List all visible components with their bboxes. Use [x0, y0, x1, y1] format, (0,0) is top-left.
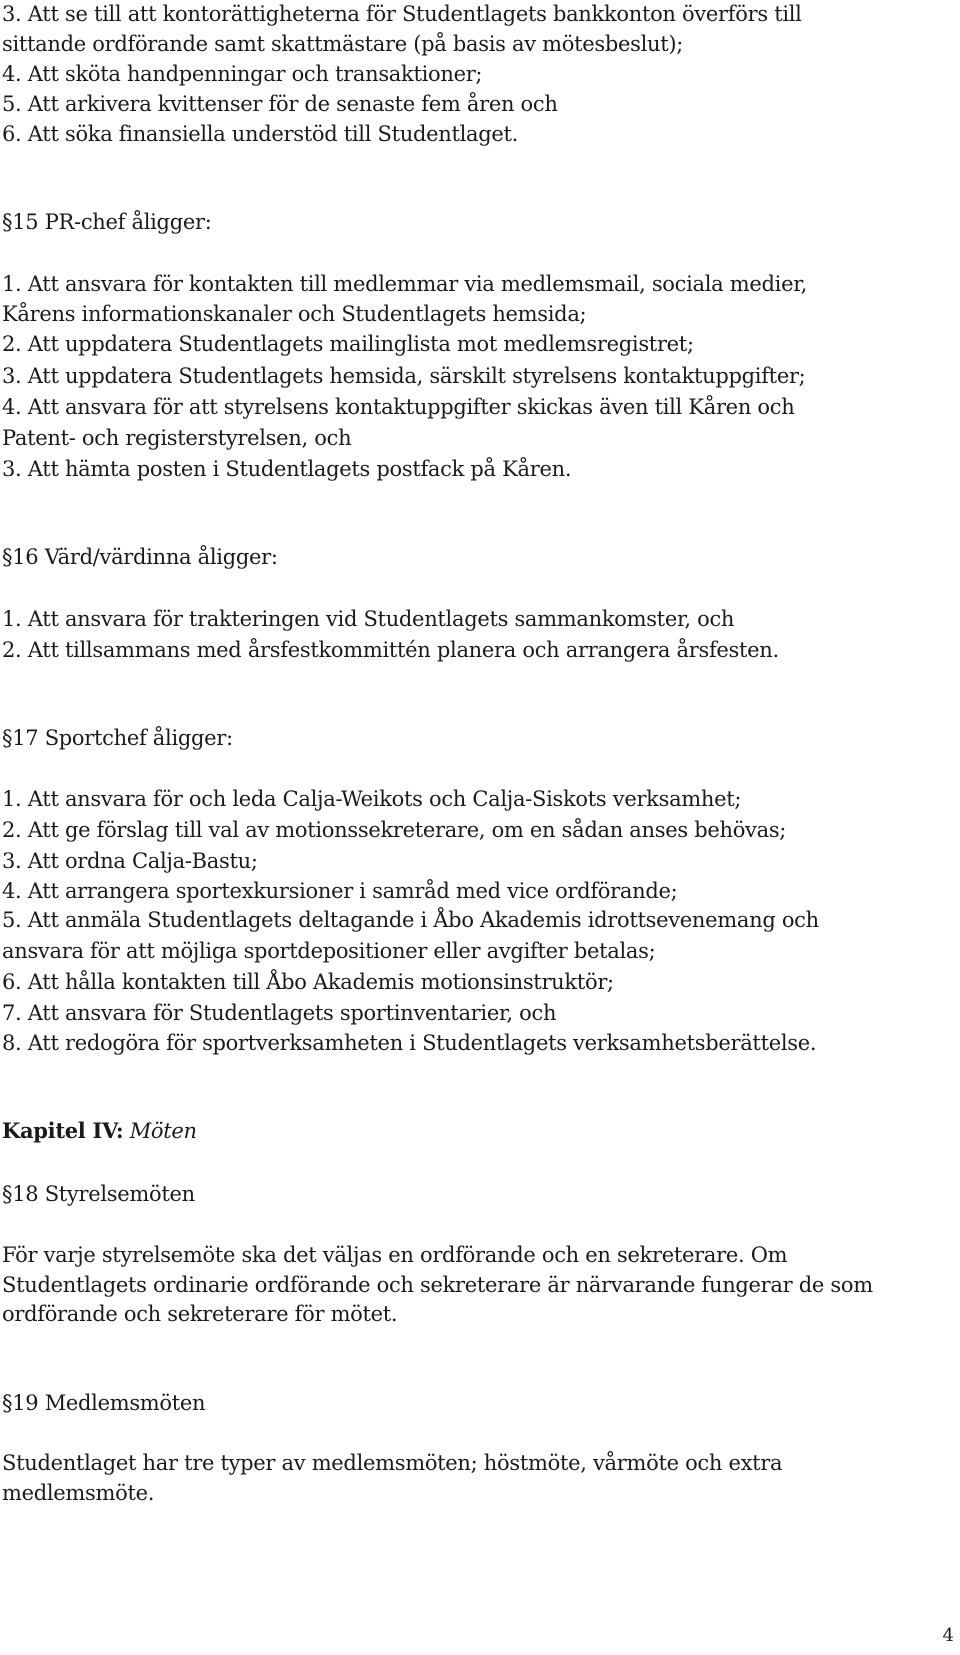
pr-duty-1-cont: Kårens informationskanaler och Studentlagets hemsida;: [2, 302, 587, 326]
section-17-heading: §17 Sportchef åligger:: [2, 726, 233, 750]
treasurer-duty-3: 3. Att se till att kontorättigheterna för Studentlagets bankkonton överförs till: [2, 2, 802, 26]
section-18-heading: §18 Styrelsemöten: [2, 1182, 195, 1206]
treasurer-duty-3-cont: sittande ordförande samt skattmästare (på basis av mötesbeslut);: [2, 32, 684, 56]
treasurer-duty-6: 6. Att söka finansiella understöd till Studentlaget.: [2, 122, 519, 146]
chapter-title: Möten: [129, 1119, 197, 1143]
section-19-text-2: medlemsmöte.: [2, 1481, 155, 1505]
sport-duty-4: 4. Att arrangera sportexkursioner i samråd med vice ordförande;: [2, 879, 678, 903]
pr-duty-2: 2. Att uppdatera Studentlagets mailinglista mot medlemsregistret;: [2, 332, 694, 356]
sport-duty-5-cont: ansvara för att möjliga sportdepositioner eller avgifter betalas;: [2, 939, 656, 963]
section-15-heading: §15 PR-chef åligger:: [2, 210, 212, 234]
pr-duty-1: 1. Att ansvara för kontakten till medlemmar via medlemsmail, sociala medier,: [2, 272, 807, 296]
sport-duty-6: 6. Att hålla kontakten till Åbo Akademis motionsinstruktör;: [2, 970, 614, 994]
section-19-text-1: Studentlaget har tre typer av medlemsmöten; höstmöte, vårmöte och extra: [2, 1451, 783, 1475]
page-number: 4: [942, 1625, 954, 1646]
sport-duty-5: 5. Att anmäla Studentlagets deltagande i Åbo Akademis idrottsevenemang och: [2, 908, 819, 932]
host-duty-1: 1. Att ansvara för trakteringen vid Studentlagets sammankomster, och: [2, 607, 735, 631]
section-18-text-1: För varje styrelsemöte ska det väljas en ordförande och en sekreterare. Om: [2, 1243, 788, 1267]
sport-duty-3: 3. Att ordna Calja-Bastu;: [2, 849, 258, 873]
pr-duty-3: 3. Att uppdatera Studentlagets hemsida, särskilt styrelsens kontaktuppgifter;: [2, 364, 806, 388]
sport-duty-1: 1. Att ansvara för och leda Calja-Weikots och Calja-Siskots verksamhet;: [2, 787, 742, 811]
chapter-label: Kapitel IV:: [2, 1118, 124, 1143]
host-duty-2: 2. Att tillsammans med årsfestkommittén planera och arrangera årsfesten.: [2, 638, 779, 662]
pr-duty-4: 4. Att ansvara för att styrelsens kontaktuppgifter skickas även till Kåren och: [2, 395, 795, 419]
treasurer-duty-5: 5. Att arkivera kvittenser för de senaste fem åren och: [2, 92, 558, 116]
sport-duty-2: 2. Att ge förslag till val av motionssekreterare, om en sådan anses behövas;: [2, 818, 787, 842]
section-19-heading: §19 Medlemsmöten: [2, 1391, 206, 1415]
pr-duty-4-cont: Patent- och registerstyrelsen, och: [2, 426, 352, 450]
section-18-text-2: Studentlagets ordinarie ordförande och sekreterare är närvarande fungerar de som: [2, 1273, 873, 1297]
treasurer-duty-4: 4. Att sköta handpenningar och transaktioner;: [2, 62, 483, 86]
pr-duty-5: 3. Att hämta posten i Studentlagets postfack på Kåren.: [2, 457, 572, 481]
sport-duty-7: 7. Att ansvara för Studentlagets sportinventarier, och: [2, 1001, 557, 1025]
section-18-text-3: ordförande och sekreterare för mötet.: [2, 1302, 398, 1326]
sport-duty-8: 8. Att redogöra för sportverksamheten i Studentlagets verksamhetsberättelse.: [2, 1031, 817, 1055]
section-16-heading: §16 Värd/värdinna åligger:: [2, 545, 278, 569]
chapter-heading: [2, 1117, 197, 1145]
